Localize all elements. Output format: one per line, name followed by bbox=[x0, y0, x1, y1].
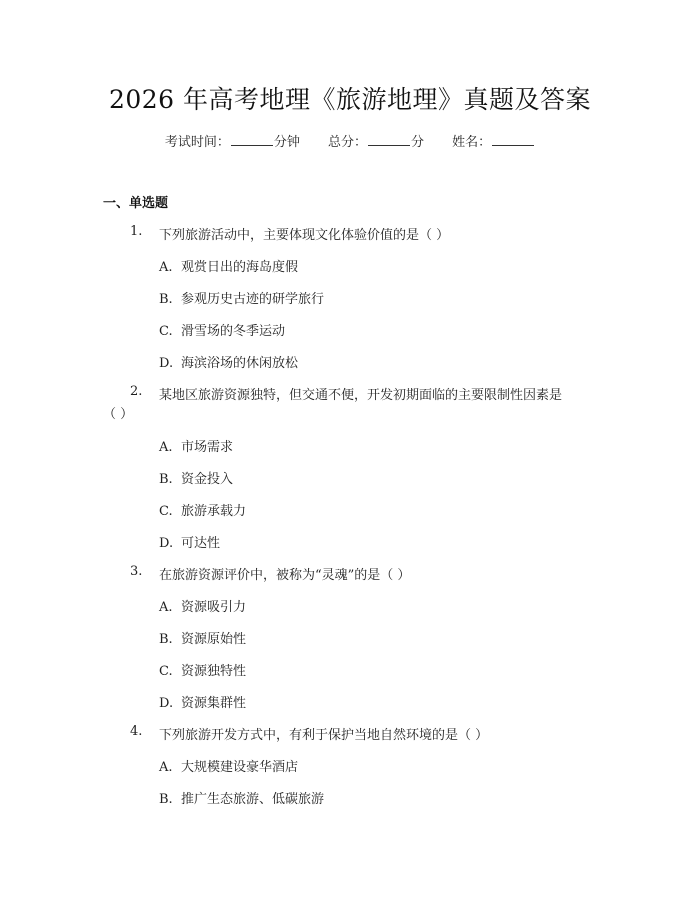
question-2-option-a[interactable] bbox=[159, 436, 233, 455]
option-text: 资金投入 bbox=[181, 472, 234, 487]
question-1-stem: 下列旅游活动中，主要体现文化体验价值的是（ ） bbox=[159, 228, 450, 243]
option-text: 市场需求 bbox=[181, 440, 234, 455]
option-text: 滑雪场的冬季运动 bbox=[181, 324, 286, 339]
option-letter: A. bbox=[159, 760, 173, 775]
question-2-option-b[interactable] bbox=[159, 468, 233, 487]
question-2-stem-cont: （ ） bbox=[103, 407, 134, 422]
option-text: 资源独特性 bbox=[181, 664, 247, 679]
exam-name-label: 姓名： bbox=[452, 135, 492, 150]
question-1-option-a[interactable] bbox=[159, 256, 298, 275]
exam-time-blank[interactable] bbox=[231, 135, 273, 146]
option-letter: B. bbox=[159, 632, 173, 647]
question-1-option-d[interactable] bbox=[159, 352, 298, 371]
exam-score-blank[interactable] bbox=[368, 135, 410, 146]
exam-time bbox=[165, 131, 300, 150]
option-text: 海滨浴场的休闲放松 bbox=[181, 356, 299, 371]
option-letter: B. bbox=[159, 472, 173, 487]
option-text: 可达性 bbox=[181, 536, 221, 551]
option-text: 旅游承载力 bbox=[181, 504, 247, 519]
question-2-stem: 某地区旅游资源独特，但交通不便，开发初期面临的主要限制性因素是 bbox=[159, 388, 563, 403]
document-title: 2026 年高考地理《旅游地理》真题及答案 bbox=[108, 85, 592, 114]
option-letter: C. bbox=[159, 664, 173, 679]
question-4-stem: 下列旅游开发方式中，有利于保护当地自然环境的是（ ） bbox=[159, 728, 489, 743]
question-1-number: 1. bbox=[130, 224, 143, 239]
option-letter: B. bbox=[159, 292, 173, 307]
question-3-stem: 在旅游资源评价中，被称为“灵魂”的是（ ） bbox=[159, 568, 411, 583]
option-letter: D. bbox=[159, 696, 174, 711]
section-heading: 一、单选题 bbox=[103, 196, 169, 211]
option-text: 推广生态旅游、低碳旅游 bbox=[181, 792, 325, 807]
question-4-number: 4. bbox=[130, 724, 143, 739]
option-letter: C. bbox=[159, 504, 173, 519]
question-2-number: 2. bbox=[130, 384, 143, 399]
option-text: 资源集群性 bbox=[181, 696, 247, 711]
question-4-option-a[interactable] bbox=[159, 756, 298, 775]
exam-score bbox=[328, 131, 424, 150]
exam-score-unit: 分 bbox=[411, 135, 425, 150]
option-letter: A. bbox=[159, 260, 173, 275]
question-2-option-c[interactable] bbox=[159, 500, 246, 519]
exam-score-label: 总分： bbox=[327, 135, 367, 150]
exam-meta bbox=[0, 131, 700, 150]
exam-time-label: 考试时间： bbox=[164, 135, 230, 150]
option-text: 参观历史古迹的研学旅行 bbox=[181, 292, 325, 307]
option-letter: A. bbox=[159, 600, 173, 615]
question-3-number: 3. bbox=[130, 564, 143, 579]
exam-time-unit: 分钟 bbox=[273, 135, 300, 150]
question-3-option-b[interactable] bbox=[159, 628, 246, 647]
option-letter: D. bbox=[159, 536, 174, 551]
question-1-option-c[interactable] bbox=[159, 320, 285, 339]
option-text: 大规模建设豪华酒店 bbox=[181, 760, 299, 775]
option-letter: A. bbox=[159, 440, 173, 455]
exam-name bbox=[452, 131, 535, 150]
exam-name-blank[interactable] bbox=[492, 135, 534, 146]
question-4-option-b[interactable] bbox=[159, 788, 324, 807]
option-letter: D. bbox=[159, 356, 174, 371]
option-text: 观赏日出的海岛度假 bbox=[181, 260, 299, 275]
question-3-option-d[interactable] bbox=[159, 692, 246, 711]
question-1-option-b[interactable] bbox=[159, 288, 324, 307]
option-text: 资源吸引力 bbox=[181, 600, 247, 615]
question-3-option-a[interactable] bbox=[159, 596, 246, 615]
option-letter: C. bbox=[159, 324, 173, 339]
question-2-option-d[interactable] bbox=[159, 532, 220, 551]
question-3-option-c[interactable] bbox=[159, 660, 246, 679]
option-text: 资源原始性 bbox=[181, 632, 247, 647]
option-letter: B. bbox=[159, 792, 173, 807]
